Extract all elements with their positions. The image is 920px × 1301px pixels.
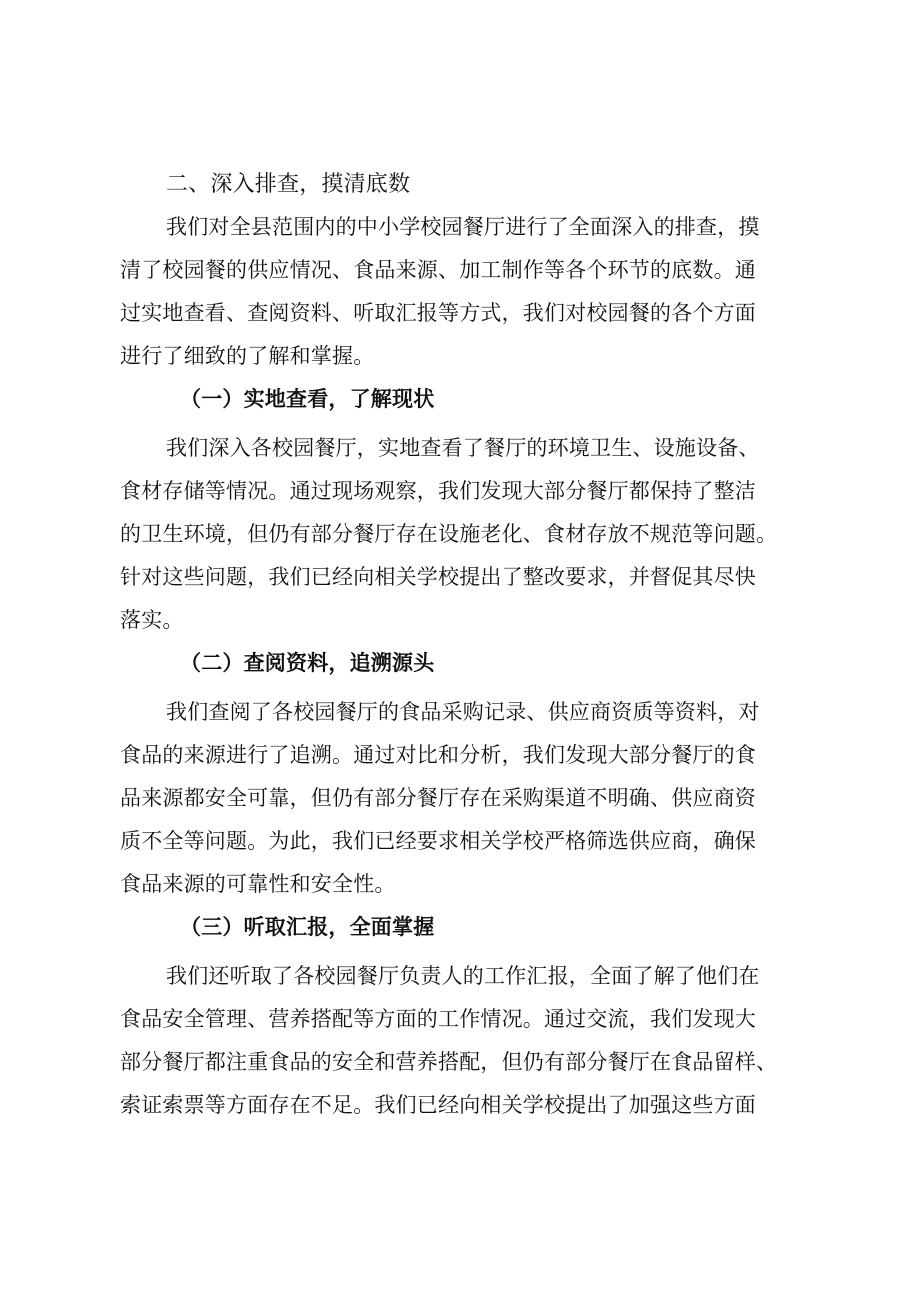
paragraph-line: 食品的来源进行了追溯。通过对比和分析，我们发现大部分餐厅的食 [120, 743, 756, 767]
paragraph-line: 我们深入各校园餐厅，实地查看了餐厅的环境卫生、设施设备、 [166, 436, 760, 460]
paragraph-line: 的卫生环境，但仍有部分餐厅存在设施老化、食材存放不规范等问题。 [120, 522, 778, 546]
intro-line: 我们对全县范围内的中小学校园餐厅进行了全面深入的排查，摸 [166, 215, 760, 239]
paragraph-line: 我们查阅了各校园餐厅的食品采购记录、供应商资质等资料，对 [166, 700, 760, 724]
paragraph-line: 针对这些问题，我们已经向相关学校提出了整改要求，并督促其尽快 [120, 565, 756, 589]
paragraph-line: 部分餐厅都注重食品的安全和营养搭配，但仍有部分餐厅在食品留样、 [120, 1050, 778, 1074]
paragraph-line: 食品来源的可靠性和安全性。 [120, 872, 396, 896]
paragraph-line: 索证索票等方面存在不足。我们已经向相关学校提出了加强这些方面 [120, 1093, 756, 1117]
paragraph-line: 食品安全管理、营养搭配等方面的工作情况。通过交流，我们发现大 [120, 1007, 756, 1031]
intro-line: 进行了细致的了解和掌握。 [120, 344, 375, 368]
intro-line: 过实地查看、查阅资料、听取汇报等方式，我们对校园餐的各个方面 [120, 301, 756, 325]
paragraph-line: 质不全等问题。为此，我们已经要求相关学校严格筛选供应商，确保 [120, 829, 756, 853]
subsection-title: （一）实地查看，了解现状 [180, 386, 435, 411]
section-heading: 二、深入排查，摸清底数 [166, 172, 411, 197]
paragraph-line: 品来源都安全可靠，但仍有部分餐厅存在采购渠道不明确、供应商资 [120, 786, 756, 810]
paragraph-line: 食材存储等情况。通过现场观察，我们发现大部分餐厅都保持了整洁 [120, 479, 756, 503]
subsection-title: （三）听取汇报，全面掌握 [180, 914, 435, 939]
subsection-title: （二）查阅资料，追溯源头 [180, 650, 435, 675]
intro-line: 清了校园餐的供应情况、食品来源、加工制作等各个环节的底数。通 [120, 258, 756, 282]
paragraph-line: 我们还听取了各校园餐厅负责人的工作汇报，全面了解了他们在 [166, 964, 760, 988]
paragraph-line: 落实。 [120, 608, 184, 632]
